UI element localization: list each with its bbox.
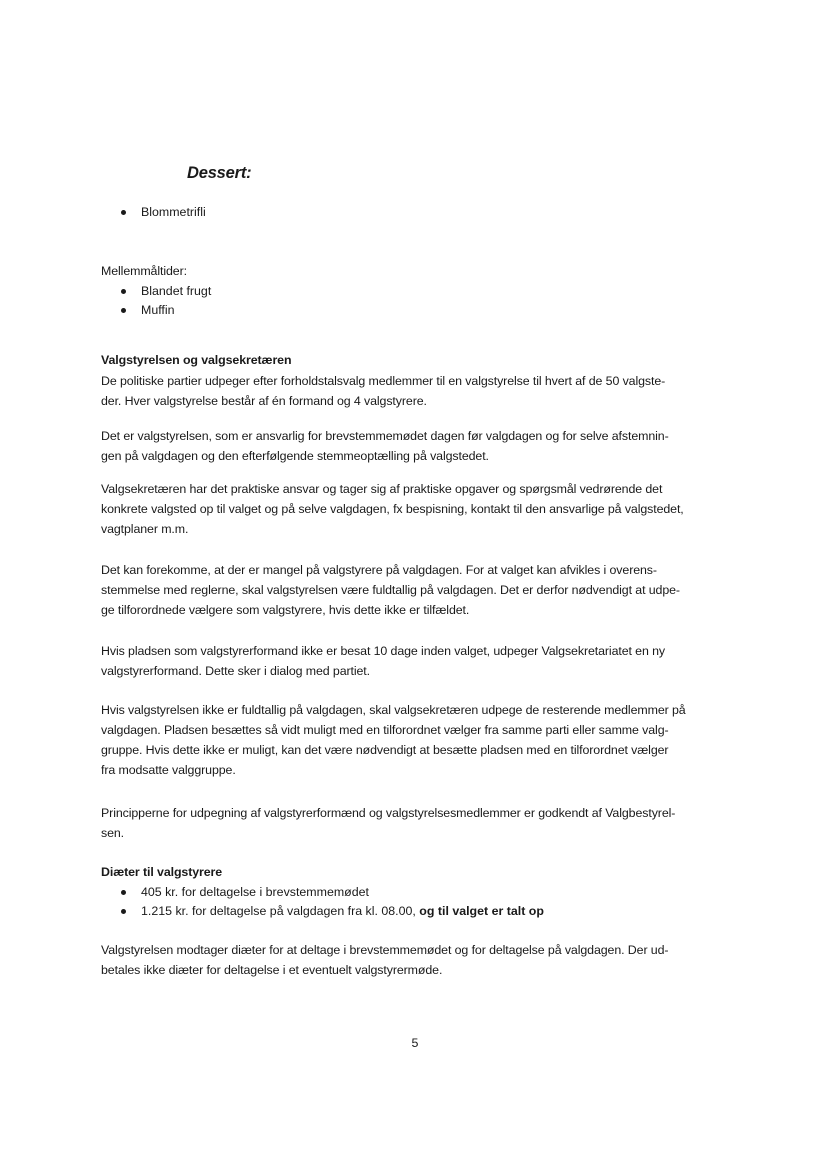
bullet-icon <box>121 289 126 294</box>
dessert-heading: Dessert: <box>187 164 252 182</box>
list-item: Blommetrifli <box>121 203 206 222</box>
bullet-icon <box>121 308 126 313</box>
page-number: 5 <box>411 1036 419 1050</box>
list-item: Muffin <box>121 301 211 320</box>
paragraph: Det kan forekomme, at der er mangel på valgstyrere på valgdagen. For at valget kan afvikles i overens- stemmelse med reglerne, skal valgstyrelsen være fuldtallig på valgdagen. Det er derfor nødvendigt at udpe- ge tilforordnede vælgere som valgstyrere, hvis dette ikke er tilfældet. <box>101 563 680 617</box>
snacks-list <box>121 282 211 320</box>
list-item: Blandet frugt <box>121 282 211 301</box>
list-item: 1.215 kr. for deltagelse på valgdagen fra kl. 08.00, og til valget er talt op <box>121 902 544 921</box>
bullet-icon <box>121 210 126 215</box>
paragraph: Valgsekretæren har det praktiske ansvar og tager sig af praktiske opgaver og spørgsmål vedrørende det konkrete valgsted op til valget og på selve valgdagen, fx bespisning, kontakt til den ansvarlige på valgstedet, vagtplaner m.m. <box>101 482 684 536</box>
section-heading: Valgstyrelsen og valgsekretæren <box>101 353 292 367</box>
snacks-label: Mellemmåltider: <box>101 264 187 278</box>
paragraph: Hvis pladsen som valgstyrerformand ikke er besat 10 dage inden valget, udpeger Valgsekretariatet en ny valgstyrerformand. Dette sker i dialog med partiet. <box>101 644 665 678</box>
section-heading: Diæter til valgstyrere <box>101 865 223 879</box>
paragraph: Det er valgstyrelsen, som er ansvarlig for brevstemmemødet dagen før valgdagen og for selve afstemnin- gen på valgdagen og den efterfølgende stemmeoptælling på valgstedet. <box>101 429 669 463</box>
allowance-list <box>121 883 544 921</box>
dessert-list <box>121 203 206 222</box>
bullet-icon <box>121 909 126 914</box>
paragraph: Valgstyrelsen modtager diæter for at deltage i brevstemmemødet og for deltagelse på valgdagen. Der ud- betales ikke diæter for deltagelse i et eventuelt valgstyrermøde. <box>101 943 669 977</box>
paragraph: Hvis valgstyrelsen ikke er fuldtallig på valgdagen, skal valgsekretæren udpege de resterende medlemmer på valgdagen. Pladsen besættes så vidt muligt med en tilforordnet vælger fra samme parti eller samme valg- gruppe. Hvis dette ikke er muligt, kan det være nødvendigt at besætte pladsen med en tilforordnet vælger fra modsatte valggruppe. <box>101 703 686 777</box>
paragraph: Principperne for udpegning af valgstyrerformænd og valgstyrelsesmedlemmer er godkendt af Valgbestyrel- sen. <box>101 806 676 840</box>
bullet-icon <box>121 890 126 895</box>
list-item: 405 kr. for deltagelse i brevstemmemødet <box>121 883 544 902</box>
paragraph: De politiske partier udpeger efter forholdstalsvalg medlemmer til en valgstyrelse til hvert af de 50 valgste- der. Hver valgstyrelse består af én formand og 4 valgstyrere. <box>101 374 666 408</box>
